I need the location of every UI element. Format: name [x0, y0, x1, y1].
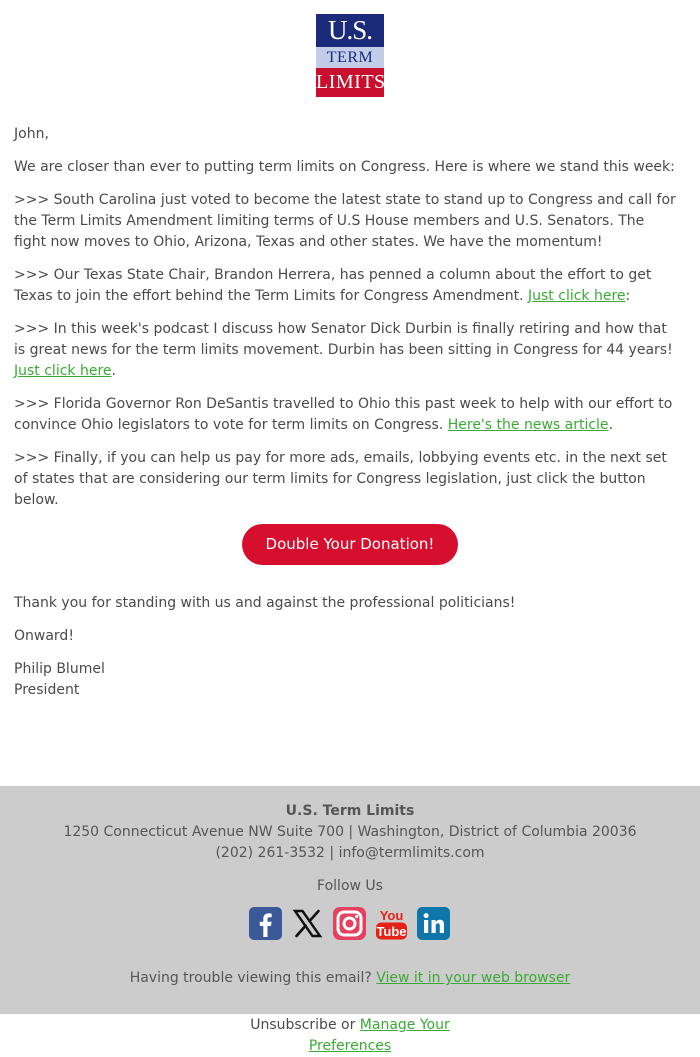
footer-org-name: U.S. Term Limits	[285, 803, 415, 819]
texas-column-link[interactable]: Just click here	[528, 288, 626, 304]
item-text: In this week's podcast I discuss how Senator Dick Durbin is finally retiring and how that is great news for the term limits movement. Durbin has been sitting in Congress for 44 years!	[14, 321, 673, 358]
podcast-link[interactable]: Just click here	[14, 363, 112, 379]
item-text: South Carolina just voted to become the latest state to stand up to Congress and call for the Term Limits Amendment limiting terms of U.S House members and U.S. Senators. The fight now moves to Ohio, Arizona, Texas and other states. We have the momentum!	[14, 192, 676, 250]
footer	[0, 786, 700, 1014]
youtube-icon[interactable]	[375, 907, 408, 940]
footer-phone: (202) 261-3532	[215, 845, 325, 861]
footer-email[interactable]: info@termlimits.com	[338, 845, 485, 861]
item-prefix: >>>	[14, 267, 50, 283]
footer-contact	[0, 843, 700, 863]
intro-paragraph: We are closer than ever to putting term limits on Congress. Here is where we stand this week:	[14, 159, 675, 175]
update-item	[14, 394, 678, 436]
instagram-icon[interactable]	[333, 907, 366, 940]
update-item	[14, 448, 678, 511]
social-icons	[0, 907, 700, 941]
facebook-icon[interactable]	[249, 907, 282, 940]
update-item	[14, 190, 678, 253]
trouble-text: Having trouble viewing this email?	[129, 970, 372, 986]
item-text: Florida Governor Ron DeSantis travelled to Ohio this past week to help with our effort to convince Ohio legislators to vote for term limits on Congress.	[14, 396, 673, 433]
view-in-browser-line	[0, 968, 700, 988]
unsubscribe-line	[240, 1015, 460, 1057]
logo-line-limits: LIMITS	[316, 68, 384, 97]
logo-line-us: U.S.	[316, 14, 384, 47]
signer-name: Philip Blumel	[14, 661, 105, 677]
update-item	[14, 265, 678, 307]
footer-separator: |	[329, 845, 335, 861]
item-prefix: >>>	[14, 450, 50, 466]
onward-text: Onward!	[14, 628, 74, 644]
email-body	[14, 124, 678, 523]
item-prefix: >>>	[14, 396, 50, 412]
closing-section	[14, 593, 678, 701]
item-after: .	[111, 363, 116, 379]
manage-preferences-link[interactable]: Manage Your Preferences	[308, 1017, 450, 1054]
item-prefix: >>>	[14, 321, 50, 337]
item-text: Finally, if you can help us pay for more ads, emails, lobbying events etc. in the next set of states that are considering our term limits for Congress legislation, just click the button below.	[14, 450, 667, 508]
double-donation-button[interactable]: Double Your Donation!	[242, 524, 458, 565]
youtube-icon-word-bottom: Tube	[376, 924, 407, 939]
news-article-link[interactable]: Here's the news article	[447, 417, 609, 433]
youtube-icon-word-top: You	[379, 908, 404, 923]
item-prefix: >>>	[14, 192, 50, 208]
view-in-browser-link[interactable]: View it in your web browser	[376, 970, 571, 986]
footer-address: 1250 Connecticut Avenue NW Suite 700 | Washington, District of Columbia 20036	[63, 824, 637, 840]
signer-title: President	[14, 682, 80, 698]
us-term-limits-logo[interactable]	[316, 14, 384, 97]
logo-line-term: TERM	[316, 47, 384, 68]
follow-us-label: Follow Us	[317, 878, 383, 894]
linkedin-icon[interactable]	[417, 907, 450, 940]
update-item	[14, 319, 678, 382]
item-text: Our Texas State Chair, Brandon Herrera, has penned a column about the effort to get Texas to join the effort behind the Term Limits for Congress Amendment.	[14, 267, 652, 304]
thanks-text: Thank you for standing with us and against the professional politicians!	[14, 595, 516, 611]
greeting: John,	[14, 126, 49, 142]
donate-button-row	[0, 524, 700, 565]
item-after: :	[625, 288, 631, 304]
x-icon[interactable]	[291, 907, 324, 940]
item-after: .	[608, 417, 614, 433]
unsubscribe-text: Unsubscribe or	[250, 1017, 356, 1033]
